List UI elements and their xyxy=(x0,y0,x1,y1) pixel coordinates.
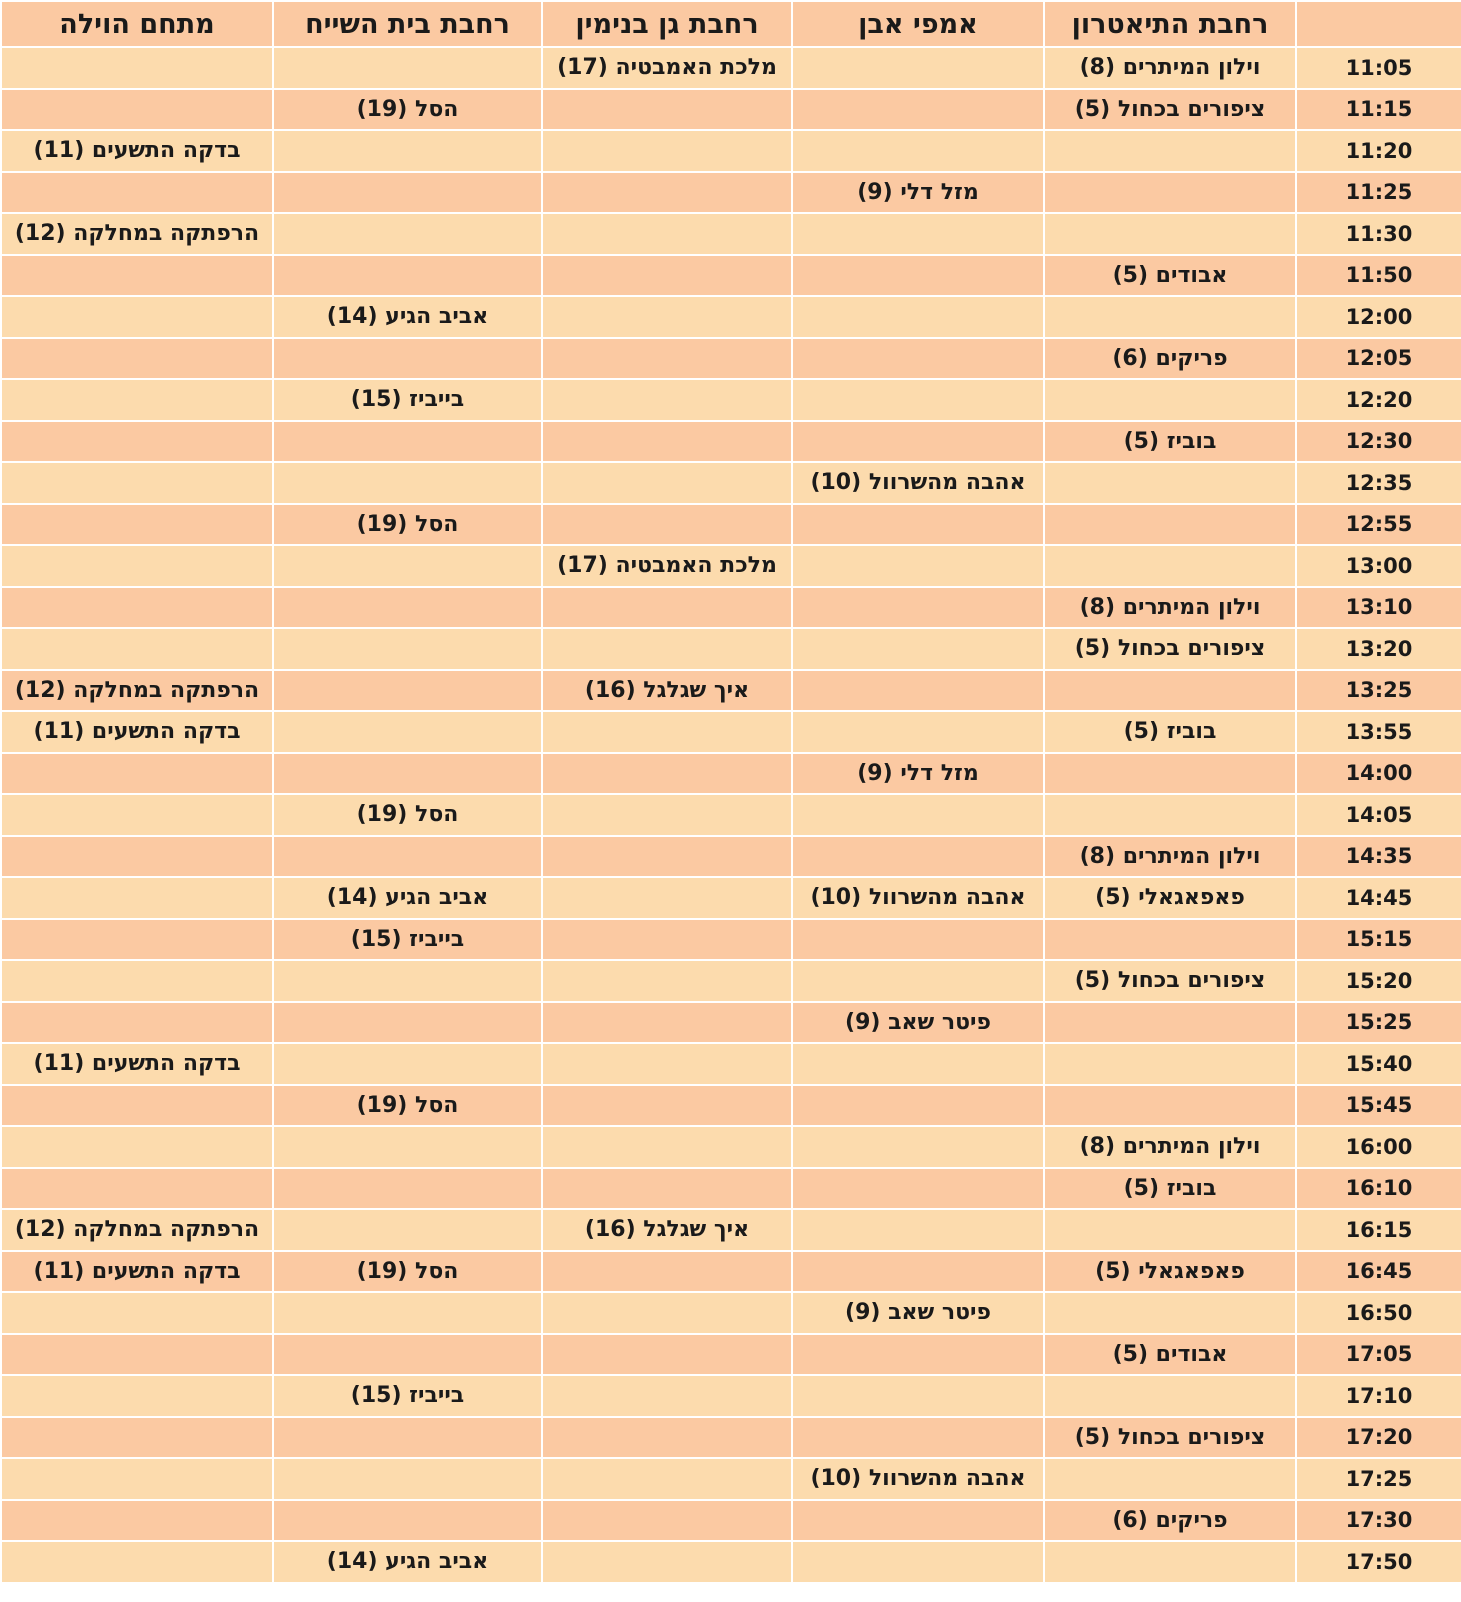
theater-plaza-cell: אבודים (5) xyxy=(1044,1334,1296,1376)
stone-amphitheater-cell xyxy=(792,1168,1044,1210)
theater-plaza-cell xyxy=(1044,919,1296,961)
theater-plaza-cell xyxy=(1044,504,1296,546)
time-cell: 13:20 xyxy=(1296,628,1461,670)
stone-amphitheater-cell xyxy=(792,628,1044,670)
time-cell: 17:30 xyxy=(1296,1500,1461,1542)
time-cell: 17:05 xyxy=(1296,1334,1461,1376)
time-cell: 12:05 xyxy=(1296,338,1461,380)
schedule-row xyxy=(1,545,1461,587)
time-cell: 14:35 xyxy=(1296,836,1461,878)
header-row xyxy=(1,1,1461,47)
time-cell: 14:00 xyxy=(1296,753,1461,795)
theater-plaza-cell: פריקים (6) xyxy=(1044,1500,1296,1542)
gan-binyamin-plaza-cell: איך שגלגל (16) xyxy=(542,670,792,712)
beit-hasheikh-plaza-cell: הסל (19) xyxy=(273,1251,542,1293)
theater-plaza-cell: ציפורים בכחול (5) xyxy=(1044,960,1296,1002)
time-cell: 11:50 xyxy=(1296,255,1461,297)
gan-binyamin-plaza-cell xyxy=(542,1458,792,1500)
theater-plaza-cell xyxy=(1044,1541,1296,1583)
beit-hasheikh-plaza-cell xyxy=(273,960,542,1002)
schedule-row xyxy=(1,338,1461,380)
time-cell: 12:30 xyxy=(1296,421,1461,463)
stone-amphitheater-cell xyxy=(792,1417,1044,1459)
schedule-row xyxy=(1,960,1461,1002)
theater-plaza-cell xyxy=(1044,1375,1296,1417)
stone-amphitheater-cell: אהבה מהשרוול (10) xyxy=(792,462,1044,504)
schedule-row xyxy=(1,89,1461,131)
time-cell: 17:25 xyxy=(1296,1458,1461,1500)
time-cell: 16:00 xyxy=(1296,1126,1461,1168)
villa-compound-cell xyxy=(1,628,273,670)
villa-compound-cell: הרפתקה במחלקה (12) xyxy=(1,1209,273,1251)
schedule-body xyxy=(1,47,1461,1583)
time-cell: 11:20 xyxy=(1296,130,1461,172)
theater-plaza-cell xyxy=(1044,1002,1296,1044)
beit-hasheikh-plaza-cell xyxy=(273,1500,542,1542)
villa-compound-cell xyxy=(1,1541,273,1583)
time-cell: 13:25 xyxy=(1296,670,1461,712)
villa-compound-cell xyxy=(1,919,273,961)
villa-compound-cell xyxy=(1,1334,273,1376)
stone-amphitheater-cell xyxy=(792,213,1044,255)
beit-hasheikh-plaza-cell: בייביז (15) xyxy=(273,919,542,961)
time-cell: 13:10 xyxy=(1296,587,1461,629)
stone-amphitheater-cell: מזל דלי (9) xyxy=(792,172,1044,214)
gan-binyamin-plaza-cell xyxy=(542,1002,792,1044)
gan-binyamin-plaza-cell: מלכת האמבטיה (17) xyxy=(542,47,792,89)
beit-hasheikh-plaza-cell xyxy=(273,213,542,255)
villa-compound-cell: בדקה התשעים (11) xyxy=(1,1251,273,1293)
schedule-row xyxy=(1,1541,1461,1583)
beit-hasheikh-plaza-cell: אביב הגיע (14) xyxy=(273,877,542,919)
stone-amphitheater-cell xyxy=(792,504,1044,546)
villa-compound-cell xyxy=(1,504,273,546)
villa-compound-cell: בדקה התשעים (11) xyxy=(1,711,273,753)
schedule-row xyxy=(1,670,1461,712)
beit-hasheikh-plaza-cell xyxy=(273,670,542,712)
stone-amphitheater-cell xyxy=(792,1209,1044,1251)
gan-binyamin-plaza-cell xyxy=(542,711,792,753)
beit-hasheikh-plaza-cell xyxy=(273,753,542,795)
stone-amphitheater-cell xyxy=(792,47,1044,89)
villa-compound-cell xyxy=(1,296,273,338)
gan-binyamin-plaza-cell xyxy=(542,296,792,338)
theater-plaza-cell xyxy=(1044,296,1296,338)
beit-hasheikh-plaza-cell xyxy=(273,1209,542,1251)
villa-compound-cell xyxy=(1,1500,273,1542)
time-cell: 13:00 xyxy=(1296,545,1461,587)
beit-hasheikh-plaza-cell xyxy=(273,1168,542,1210)
time-cell: 11:15 xyxy=(1296,89,1461,131)
beit-hasheikh-plaza-cell xyxy=(273,1043,542,1085)
schedule-row xyxy=(1,1334,1461,1376)
beit-hasheikh-plaza-cell xyxy=(273,628,542,670)
time-cell: 12:35 xyxy=(1296,462,1461,504)
header-stone-amphitheater: אמפי אבן xyxy=(792,1,1044,47)
stone-amphitheater-cell xyxy=(792,960,1044,1002)
schedule-row xyxy=(1,172,1461,214)
time-cell: 17:50 xyxy=(1296,1541,1461,1583)
theater-plaza-cell xyxy=(1044,172,1296,214)
gan-binyamin-plaza-cell xyxy=(542,753,792,795)
gan-binyamin-plaza-cell xyxy=(542,1043,792,1085)
gan-binyamin-plaza-cell xyxy=(542,1375,792,1417)
beit-hasheikh-plaza-cell: אביב הגיע (14) xyxy=(273,1541,542,1583)
theater-plaza-cell: פאפאגאלי (5) xyxy=(1044,1251,1296,1293)
stone-amphitheater-cell xyxy=(792,919,1044,961)
time-cell: 14:45 xyxy=(1296,877,1461,919)
gan-binyamin-plaza-cell xyxy=(542,877,792,919)
theater-plaza-cell: ציפורים בכחול (5) xyxy=(1044,1417,1296,1459)
theater-plaza-cell: בוביז (5) xyxy=(1044,421,1296,463)
time-cell: 16:45 xyxy=(1296,1251,1461,1293)
stone-amphitheater-cell: פיטר שאב (9) xyxy=(792,1292,1044,1334)
stone-amphitheater-cell xyxy=(792,1500,1044,1542)
schedule-row xyxy=(1,47,1461,89)
time-cell: 17:20 xyxy=(1296,1417,1461,1459)
villa-compound-cell xyxy=(1,1126,273,1168)
schedule-row xyxy=(1,1085,1461,1127)
stone-amphitheater-cell xyxy=(792,1251,1044,1293)
villa-compound-cell xyxy=(1,1002,273,1044)
theater-plaza-cell xyxy=(1044,462,1296,504)
theater-plaza-cell: בוביז (5) xyxy=(1044,1168,1296,1210)
gan-binyamin-plaza-cell xyxy=(542,1541,792,1583)
schedule-row xyxy=(1,1500,1461,1542)
villa-compound-cell xyxy=(1,1417,273,1459)
villa-compound-cell xyxy=(1,1292,273,1334)
beit-hasheikh-plaza-cell: הסל (19) xyxy=(273,504,542,546)
header-gan-binyamin-plaza: רחבת גן בנימין xyxy=(542,1,792,47)
beit-hasheikh-plaza-cell xyxy=(273,1458,542,1500)
beit-hasheikh-plaza-cell xyxy=(273,1417,542,1459)
villa-compound-cell xyxy=(1,960,273,1002)
schedule-row xyxy=(1,794,1461,836)
beit-hasheikh-plaza-cell xyxy=(273,172,542,214)
theater-plaza-cell xyxy=(1044,1085,1296,1127)
time-cell: 16:50 xyxy=(1296,1292,1461,1334)
time-cell: 12:20 xyxy=(1296,379,1461,421)
schedule-row xyxy=(1,213,1461,255)
theater-plaza-cell: אבודים (5) xyxy=(1044,255,1296,297)
stone-amphitheater-cell xyxy=(792,379,1044,421)
gan-binyamin-plaza-cell: איך שגלגל (16) xyxy=(542,1209,792,1251)
villa-compound-cell xyxy=(1,545,273,587)
schedule-row xyxy=(1,1209,1461,1251)
schedule-row xyxy=(1,836,1461,878)
beit-hasheikh-plaza-cell xyxy=(273,1126,542,1168)
gan-binyamin-plaza-cell xyxy=(542,338,792,380)
stone-amphitheater-cell xyxy=(792,1043,1044,1085)
stone-amphitheater-cell xyxy=(792,587,1044,629)
schedule-row xyxy=(1,1292,1461,1334)
beit-hasheikh-plaza-cell xyxy=(273,836,542,878)
schedule-row xyxy=(1,1458,1461,1500)
gan-binyamin-plaza-cell: מלכת האמבטיה (17) xyxy=(542,545,792,587)
gan-binyamin-plaza-cell xyxy=(542,836,792,878)
gan-binyamin-plaza-cell xyxy=(542,89,792,131)
gan-binyamin-plaza-cell xyxy=(542,504,792,546)
time-cell: 12:00 xyxy=(1296,296,1461,338)
header-theater-plaza: רחבת התיאטרון xyxy=(1044,1,1296,47)
stone-amphitheater-cell xyxy=(792,1085,1044,1127)
beit-hasheikh-plaza-cell xyxy=(273,421,542,463)
gan-binyamin-plaza-cell xyxy=(542,379,792,421)
time-cell: 14:05 xyxy=(1296,794,1461,836)
theater-plaza-cell xyxy=(1044,1292,1296,1334)
beit-hasheikh-plaza-cell xyxy=(273,255,542,297)
gan-binyamin-plaza-cell xyxy=(542,255,792,297)
stone-amphitheater-cell xyxy=(792,255,1044,297)
beit-hasheikh-plaza-cell: הסל (19) xyxy=(273,1085,542,1127)
stone-amphitheater-cell xyxy=(792,421,1044,463)
time-cell: 15:15 xyxy=(1296,919,1461,961)
villa-compound-cell xyxy=(1,1085,273,1127)
theater-plaza-cell: וילון המיתרים (8) xyxy=(1044,836,1296,878)
beit-hasheikh-plaza-cell xyxy=(273,587,542,629)
time-cell: 11:25 xyxy=(1296,172,1461,214)
beit-hasheikh-plaza-cell: בייביז (15) xyxy=(273,1375,542,1417)
beit-hasheikh-plaza-cell: הסל (19) xyxy=(273,794,542,836)
theater-plaza-cell xyxy=(1044,130,1296,172)
schedule-row xyxy=(1,379,1461,421)
gan-binyamin-plaza-cell xyxy=(542,1417,792,1459)
beit-hasheikh-plaza-cell xyxy=(273,130,542,172)
villa-compound-cell xyxy=(1,1458,273,1500)
stone-amphitheater-cell xyxy=(792,1541,1044,1583)
schedule-row xyxy=(1,255,1461,297)
schedule-row xyxy=(1,753,1461,795)
schedule-row xyxy=(1,877,1461,919)
header-villa-compound: מתחם הוילה xyxy=(1,1,273,47)
theater-plaza-cell: ציפורים בכחול (5) xyxy=(1044,89,1296,131)
stone-amphitheater-cell: אהבה מהשרוול (10) xyxy=(792,877,1044,919)
villa-compound-cell xyxy=(1,338,273,380)
beit-hasheikh-plaza-cell: הסל (19) xyxy=(273,89,542,131)
schedule-row xyxy=(1,421,1461,463)
schedule-row xyxy=(1,1417,1461,1459)
villa-compound-cell xyxy=(1,89,273,131)
gan-binyamin-plaza-cell xyxy=(542,421,792,463)
schedule-row xyxy=(1,1168,1461,1210)
theater-plaza-cell xyxy=(1044,379,1296,421)
theater-plaza-cell xyxy=(1044,545,1296,587)
villa-compound-cell xyxy=(1,877,273,919)
gan-binyamin-plaza-cell xyxy=(542,1500,792,1542)
gan-binyamin-plaza-cell xyxy=(542,960,792,1002)
schedule-row xyxy=(1,1375,1461,1417)
gan-binyamin-plaza-cell xyxy=(542,919,792,961)
villa-compound-cell xyxy=(1,836,273,878)
theater-plaza-cell xyxy=(1044,1458,1296,1500)
schedule-row xyxy=(1,587,1461,629)
gan-binyamin-plaza-cell xyxy=(542,1085,792,1127)
theater-plaza-cell xyxy=(1044,213,1296,255)
schedule-row xyxy=(1,1002,1461,1044)
gan-binyamin-plaza-cell xyxy=(542,1126,792,1168)
schedule-row xyxy=(1,462,1461,504)
gan-binyamin-plaza-cell xyxy=(542,172,792,214)
schedule-row xyxy=(1,711,1461,753)
stone-amphitheater-cell xyxy=(792,670,1044,712)
beit-hasheikh-plaza-cell: בייביז (15) xyxy=(273,379,542,421)
time-cell: 12:55 xyxy=(1296,504,1461,546)
gan-binyamin-plaza-cell xyxy=(542,794,792,836)
villa-compound-cell xyxy=(1,47,273,89)
villa-compound-cell: הרפתקה במחלקה (12) xyxy=(1,213,273,255)
time-cell: 15:40 xyxy=(1296,1043,1461,1085)
villa-compound-cell: בדקה התשעים (11) xyxy=(1,1043,273,1085)
beit-hasheikh-plaza-cell: אביב הגיע (14) xyxy=(273,296,542,338)
theater-plaza-cell xyxy=(1044,753,1296,795)
villa-compound-cell xyxy=(1,753,273,795)
beit-hasheikh-plaza-cell xyxy=(273,462,542,504)
theater-plaza-cell xyxy=(1044,670,1296,712)
gan-binyamin-plaza-cell xyxy=(542,628,792,670)
villa-compound-cell xyxy=(1,379,273,421)
beit-hasheikh-plaza-cell xyxy=(273,711,542,753)
time-cell: 11:05 xyxy=(1296,47,1461,89)
villa-compound-cell xyxy=(1,1168,273,1210)
gan-binyamin-plaza-cell xyxy=(542,462,792,504)
time-cell: 13:55 xyxy=(1296,711,1461,753)
theater-plaza-cell xyxy=(1044,1043,1296,1085)
stone-amphitheater-cell xyxy=(792,1334,1044,1376)
villa-compound-cell xyxy=(1,255,273,297)
gan-binyamin-plaza-cell xyxy=(542,213,792,255)
schedule-row xyxy=(1,296,1461,338)
theater-plaza-cell: פאפאגאלי (5) xyxy=(1044,877,1296,919)
time-cell: 17:10 xyxy=(1296,1375,1461,1417)
beit-hasheikh-plaza-cell xyxy=(273,1334,542,1376)
gan-binyamin-plaza-cell xyxy=(542,1334,792,1376)
schedule-row xyxy=(1,628,1461,670)
schedule-row xyxy=(1,919,1461,961)
theater-plaza-cell: פריקים (6) xyxy=(1044,338,1296,380)
villa-compound-cell xyxy=(1,587,273,629)
time-cell: 16:15 xyxy=(1296,1209,1461,1251)
stone-amphitheater-cell xyxy=(792,794,1044,836)
villa-compound-cell xyxy=(1,421,273,463)
beit-hasheikh-plaza-cell xyxy=(273,338,542,380)
villa-compound-cell xyxy=(1,462,273,504)
stone-amphitheater-cell xyxy=(792,1375,1044,1417)
theater-plaza-cell: בוביז (5) xyxy=(1044,711,1296,753)
beit-hasheikh-plaza-cell xyxy=(273,47,542,89)
villa-compound-cell: הרפתקה במחלקה (12) xyxy=(1,670,273,712)
theater-plaza-cell xyxy=(1044,1209,1296,1251)
theater-plaza-cell: וילון המיתרים (8) xyxy=(1044,587,1296,629)
time-cell: 15:20 xyxy=(1296,960,1461,1002)
villa-compound-cell xyxy=(1,1375,273,1417)
stone-amphitheater-cell xyxy=(792,130,1044,172)
stone-amphitheater-cell xyxy=(792,89,1044,131)
theater-plaza-cell xyxy=(1044,794,1296,836)
gan-binyamin-plaza-cell xyxy=(542,1251,792,1293)
theater-plaza-cell: וילון המיתרים (8) xyxy=(1044,1126,1296,1168)
villa-compound-cell xyxy=(1,794,273,836)
time-cell: 11:30 xyxy=(1296,213,1461,255)
stone-amphitheater-cell xyxy=(792,711,1044,753)
stone-amphitheater-cell: אהבה מהשרוול (10) xyxy=(792,1458,1044,1500)
beit-hasheikh-plaza-cell xyxy=(273,1292,542,1334)
stone-amphitheater-cell xyxy=(792,338,1044,380)
stone-amphitheater-cell: פיטר שאב (9) xyxy=(792,1002,1044,1044)
stone-amphitheater-cell xyxy=(792,836,1044,878)
schedule-row xyxy=(1,1043,1461,1085)
gan-binyamin-plaza-cell xyxy=(542,130,792,172)
time-cell: 15:25 xyxy=(1296,1002,1461,1044)
beit-hasheikh-plaza-cell xyxy=(273,545,542,587)
schedule-row xyxy=(1,504,1461,546)
time-cell: 15:45 xyxy=(1296,1085,1461,1127)
gan-binyamin-plaza-cell xyxy=(542,587,792,629)
gan-binyamin-plaza-cell xyxy=(542,1292,792,1334)
theater-plaza-cell: ציפורים בכחול (5) xyxy=(1044,628,1296,670)
schedule-row xyxy=(1,1251,1461,1293)
stone-amphitheater-cell: מזל דלי (9) xyxy=(792,753,1044,795)
schedule-row xyxy=(1,130,1461,172)
time-cell: 16:10 xyxy=(1296,1168,1461,1210)
stone-amphitheater-cell xyxy=(792,296,1044,338)
villa-compound-cell xyxy=(1,172,273,214)
villa-compound-cell: בדקה התשעים (11) xyxy=(1,130,273,172)
theater-plaza-cell: וילון המיתרים (8) xyxy=(1044,47,1296,89)
header-beit-hasheikh-plaza: רחבת בית השייח xyxy=(273,1,542,47)
schedule-row xyxy=(1,1126,1461,1168)
gan-binyamin-plaza-cell xyxy=(542,1168,792,1210)
stone-amphitheater-cell xyxy=(792,545,1044,587)
stone-amphitheater-cell xyxy=(792,1126,1044,1168)
beit-hasheikh-plaza-cell xyxy=(273,1002,542,1044)
header-time xyxy=(1296,1,1461,47)
